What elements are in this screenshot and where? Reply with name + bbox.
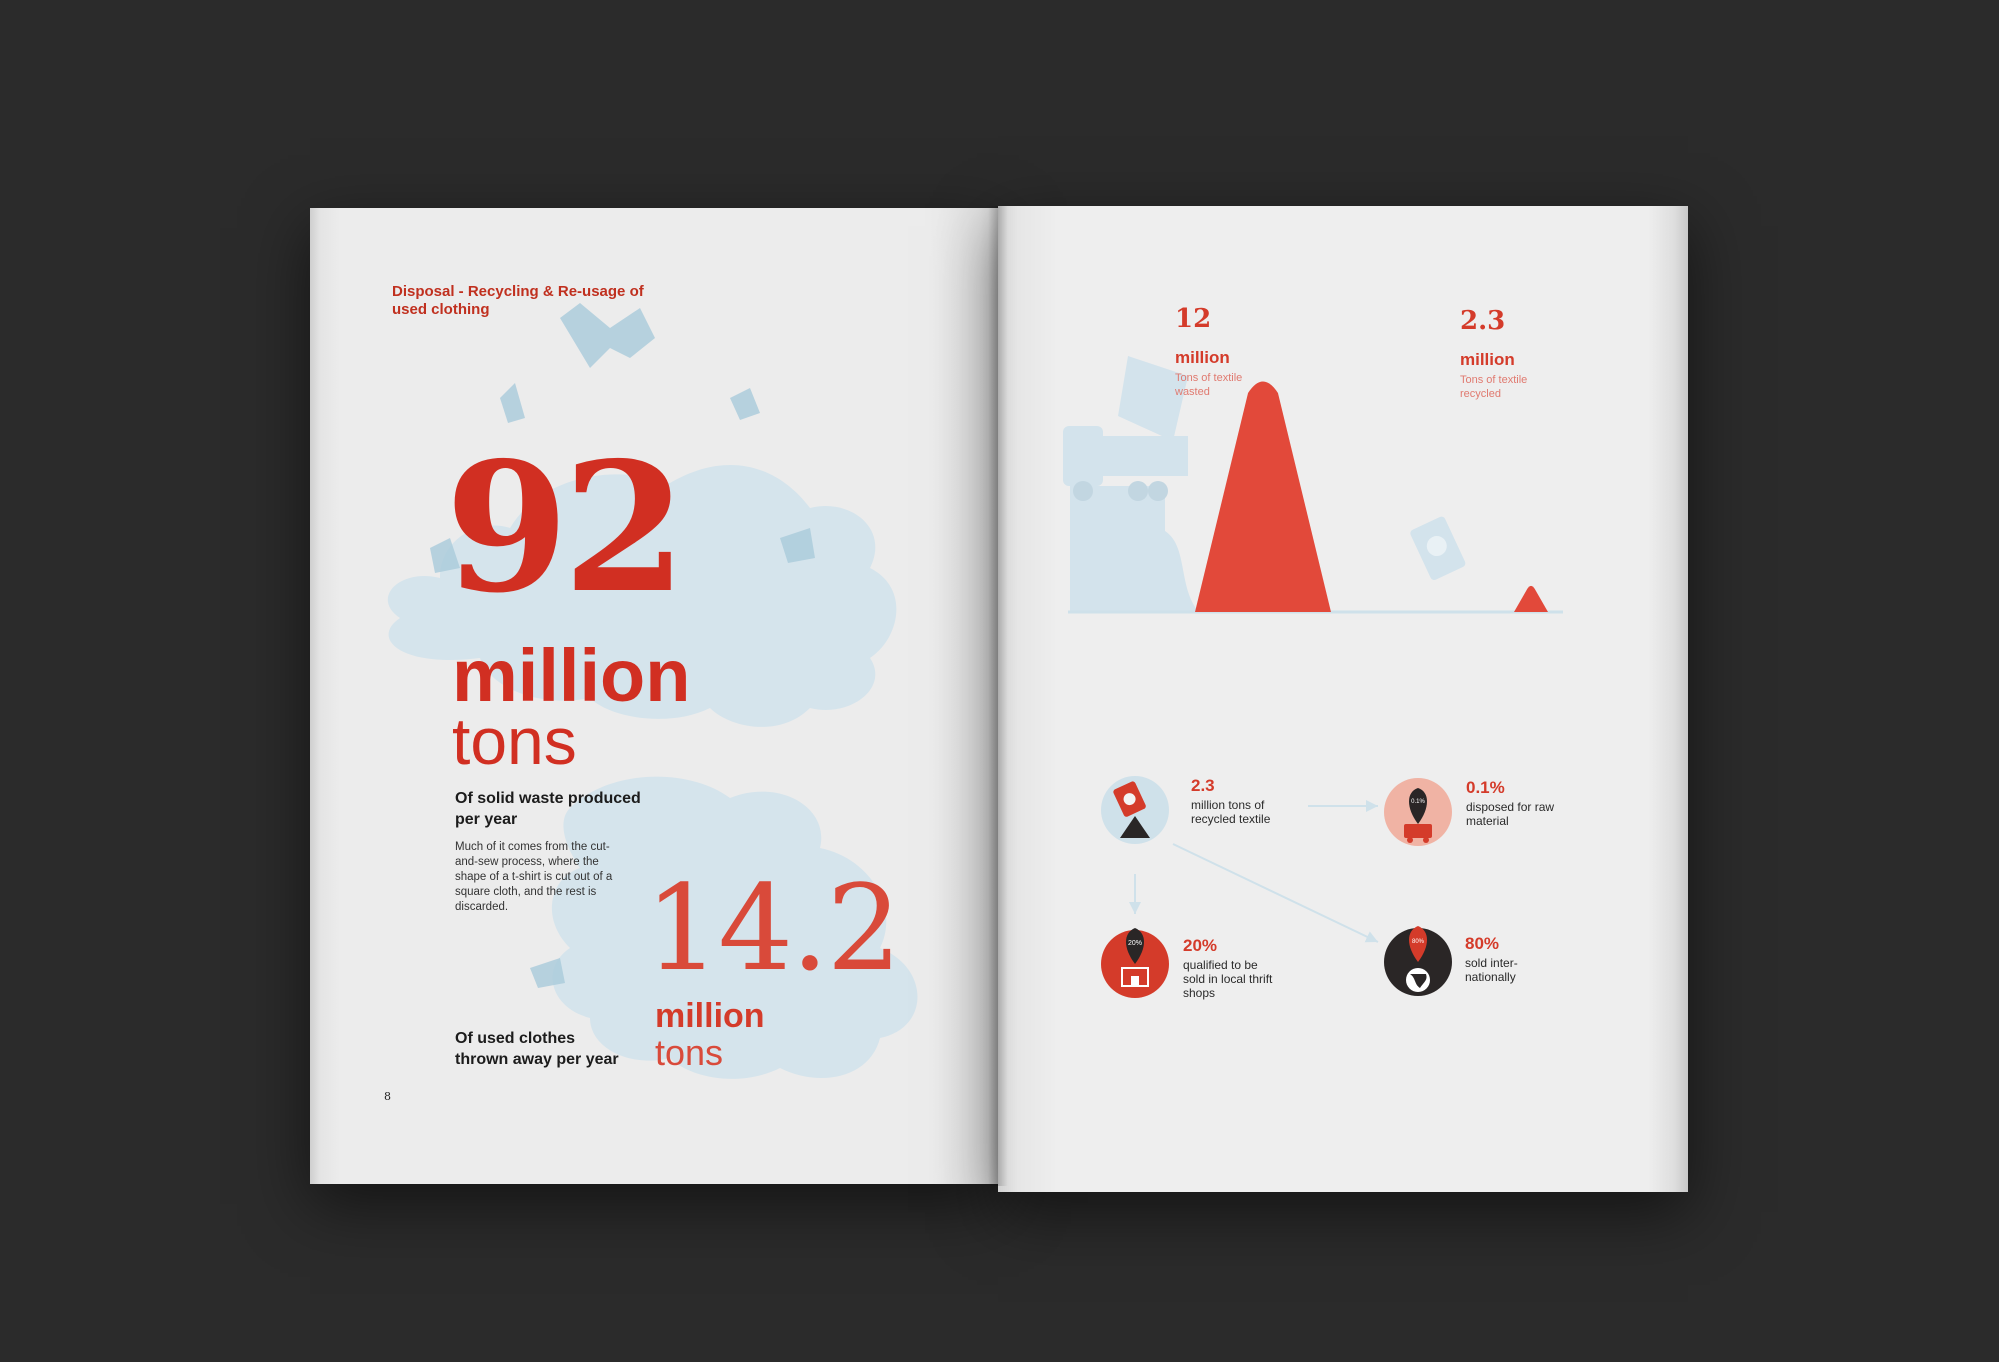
wasted-value: 12: [1175, 304, 1212, 334]
left-page: [310, 208, 998, 1184]
source-desc: million tons of recycled textile: [1191, 798, 1271, 826]
page-number: 8: [384, 1090, 391, 1103]
stat2-unit-line1: million: [655, 997, 765, 1035]
stat1-value: 92: [445, 423, 681, 632]
wasted-unit: million: [1175, 348, 1230, 367]
local-desc: qualified to be sold in local thrift shops: [1183, 958, 1273, 1000]
international-node: [1384, 926, 1452, 996]
stat1-body: Much of it comes from the cut-and-sew process, where the shape of a t-shirt is cut out of a square cloth, and the rest is discarded.: [455, 841, 613, 913]
raw-value: 0.1%: [1466, 778, 1505, 797]
local-value: 20%: [1183, 936, 1218, 955]
raw-material-node: [1384, 778, 1452, 846]
recycled-desc: Tons of textile recycled: [1460, 374, 1528, 400]
cart-icon: [1404, 824, 1432, 838]
wasted-desc: Tons of textile wasted: [1175, 372, 1243, 398]
intl-pin-label: 80%: [1411, 939, 1425, 945]
stat1-unit-line1: million: [452, 634, 691, 717]
right-page: [998, 206, 1688, 1192]
arrow-to-intl: [1173, 844, 1378, 942]
book-spine-shadow: [988, 206, 1008, 1186]
intl-desc: sold inter- nationally: [1465, 956, 1518, 984]
stat1-unit-line2: tons: [452, 704, 577, 778]
stat2-value: 14.2: [645, 859, 900, 997]
recycled-textile-node: [1101, 776, 1169, 844]
intl-value: 80%: [1465, 934, 1500, 953]
source-value: 2.3: [1191, 776, 1215, 795]
recycled-unit: million: [1460, 350, 1515, 369]
stat1-caption: Of solid waste produced per year: [455, 790, 641, 828]
local-pin-label: 20%: [1127, 940, 1143, 947]
section-title: Disposal - Recycling & Re-usage of used clothing: [392, 283, 644, 318]
raw-desc: disposed for raw material: [1466, 800, 1555, 828]
recycled-value: 2.3: [1460, 306, 1506, 336]
stat2-unit-line2: tons: [655, 1032, 724, 1073]
raw-pin-label: 0.1%: [1411, 799, 1425, 805]
local-thrift-node: [1101, 928, 1169, 998]
recycling-flow-diagram: [998, 206, 1688, 1192]
stat2-caption: Of used clothes thrown away per year: [455, 1030, 619, 1068]
